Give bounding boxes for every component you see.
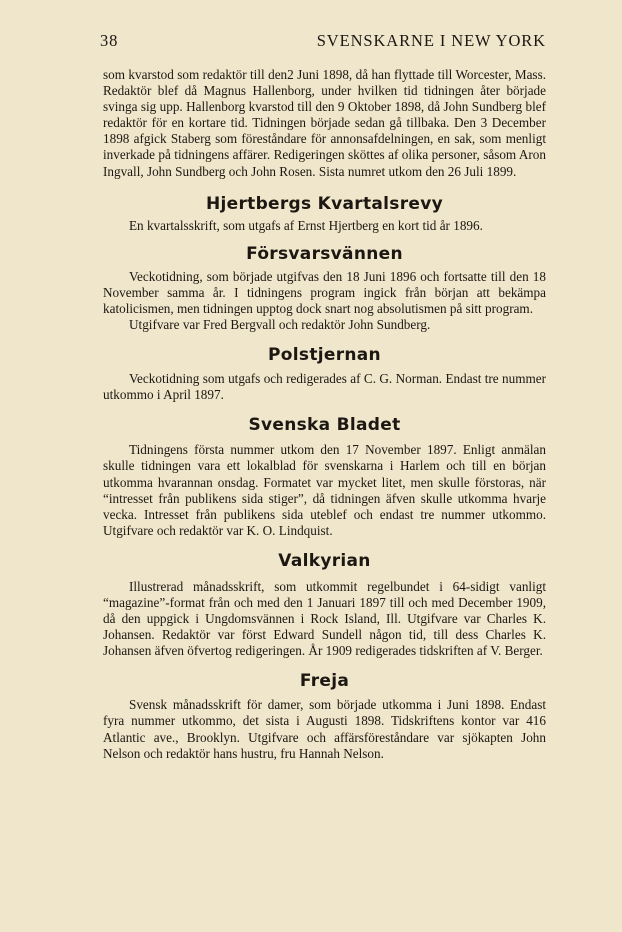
section-polstjernan <box>103 345 546 403</box>
section-valkyrian <box>103 551 546 659</box>
running-head <box>100 31 546 53</box>
section-freja <box>103 671 546 761</box>
page-number: 38 <box>100 31 119 50</box>
section-heading: Svenska Bladet <box>248 415 401 436</box>
section-heading: Hjertbergs Kvartalsrevy <box>205 193 443 214</box>
section-heading: Försvarsvännen <box>246 243 403 264</box>
section-paragraph: Veckotidning, som började utgifvas den 18 Juni 1896 och fortsatte till den 18 November samma år. I tidningens program ingick från början att bekämpa katolicismen, men tidningen upptog dock snart nog absolutismen på sitt program. <box>103 268 546 316</box>
section-paragraph: Tidningens första nummer utkom den 17 November 1897. Enligt anmälan skulle tidningen vara ett lokalblad för svenskarna i Harlem och till en början utkomma hvarannan onsdag. Formatet var mycket litet, men skulle förstoras, när “intresset från publikens sida stiger”, då tidningen äfven skulle utkomma hvarje vecka. Intresset från publikens sida uteblef och endast tre nummer utkommo. Utgifvare och redaktör var K. O. Lindquist. <box>103 442 546 538</box>
section-svenska-bladet <box>103 415 546 539</box>
section-paragraph: Svensk månadsskrift för damer, som började utkomma i Juni 1898. Endast fyra nummer utkommo, det sista i Augusti 1898. Tidskriftens kontor var 416 Atlantic ave., Brooklyn. Utgifvare och affärsföreståndare var sjökapten John Nelson och redaktör hans hustru, fru Hannah Nelson. <box>103 697 546 761</box>
section-hjertbergs-kvartalsrevy <box>103 194 546 234</box>
section-heading: Polstjernan <box>268 345 381 366</box>
section-heading: Freja <box>299 671 350 692</box>
section-heading: Valkyrian <box>278 550 371 571</box>
section-paragraph: Illustrerad månadsskrift, som utkommit regelbundet i 64-sidigt vanligt “magazine”-format från och med den 1 Januari 1897 till och med December 1909, då den uppgick i Ungdomsvännen i Rock Island, Ill. Utgifvare var Charles K. Johansen. Redaktör var först Edward Sundell någon tid, till dess Charles K. Johansen äfven öfvertog redigeringen. År 1909 redigerades tidskriften af V. Berger. <box>103 578 546 659</box>
running-title: SVENSKARNE I NEW YORK <box>316 31 546 50</box>
continued-paragraph: som kvarstod som redaktör till den2 Juni 1898, då han flyttade till Worcester, Mass. Redaktör blef då Magnus Hallenborg, under hvilken tid tidningen åter började svinga sig upp. Hallenborg kvarstod till den 9 Oktober 1898, då John Sundberg blef redaktör för en kortare tid. Tidningen började sedan gå tillbaka. Den 3 December 1898 afgick Staberg som föreståndare för annonsafdelningen, en sak, som menligt inverkade på tidningens affärer. Redigeringen sköttes af olika personer, såsom Aron Ingvall, John Sundberg och John Rosen. Sista numret utkom den 26 Juli 1899. <box>103 67 546 179</box>
section-forsvarsvannen <box>103 244 546 333</box>
section-paragraph: En kvartalsskrift, som utgafs af Ernst Hjertberg en kort tid år 1896. <box>129 217 483 233</box>
section-paragraph: Veckotidning som utgafs och redigerades af C. G. Norman. Endast tre nummer utkommo i April 1897. <box>103 371 546 403</box>
body-text <box>103 67 546 762</box>
section-paragraph: Utgifvare var Fred Bergvall och redaktör John Sundberg. <box>129 317 431 333</box>
